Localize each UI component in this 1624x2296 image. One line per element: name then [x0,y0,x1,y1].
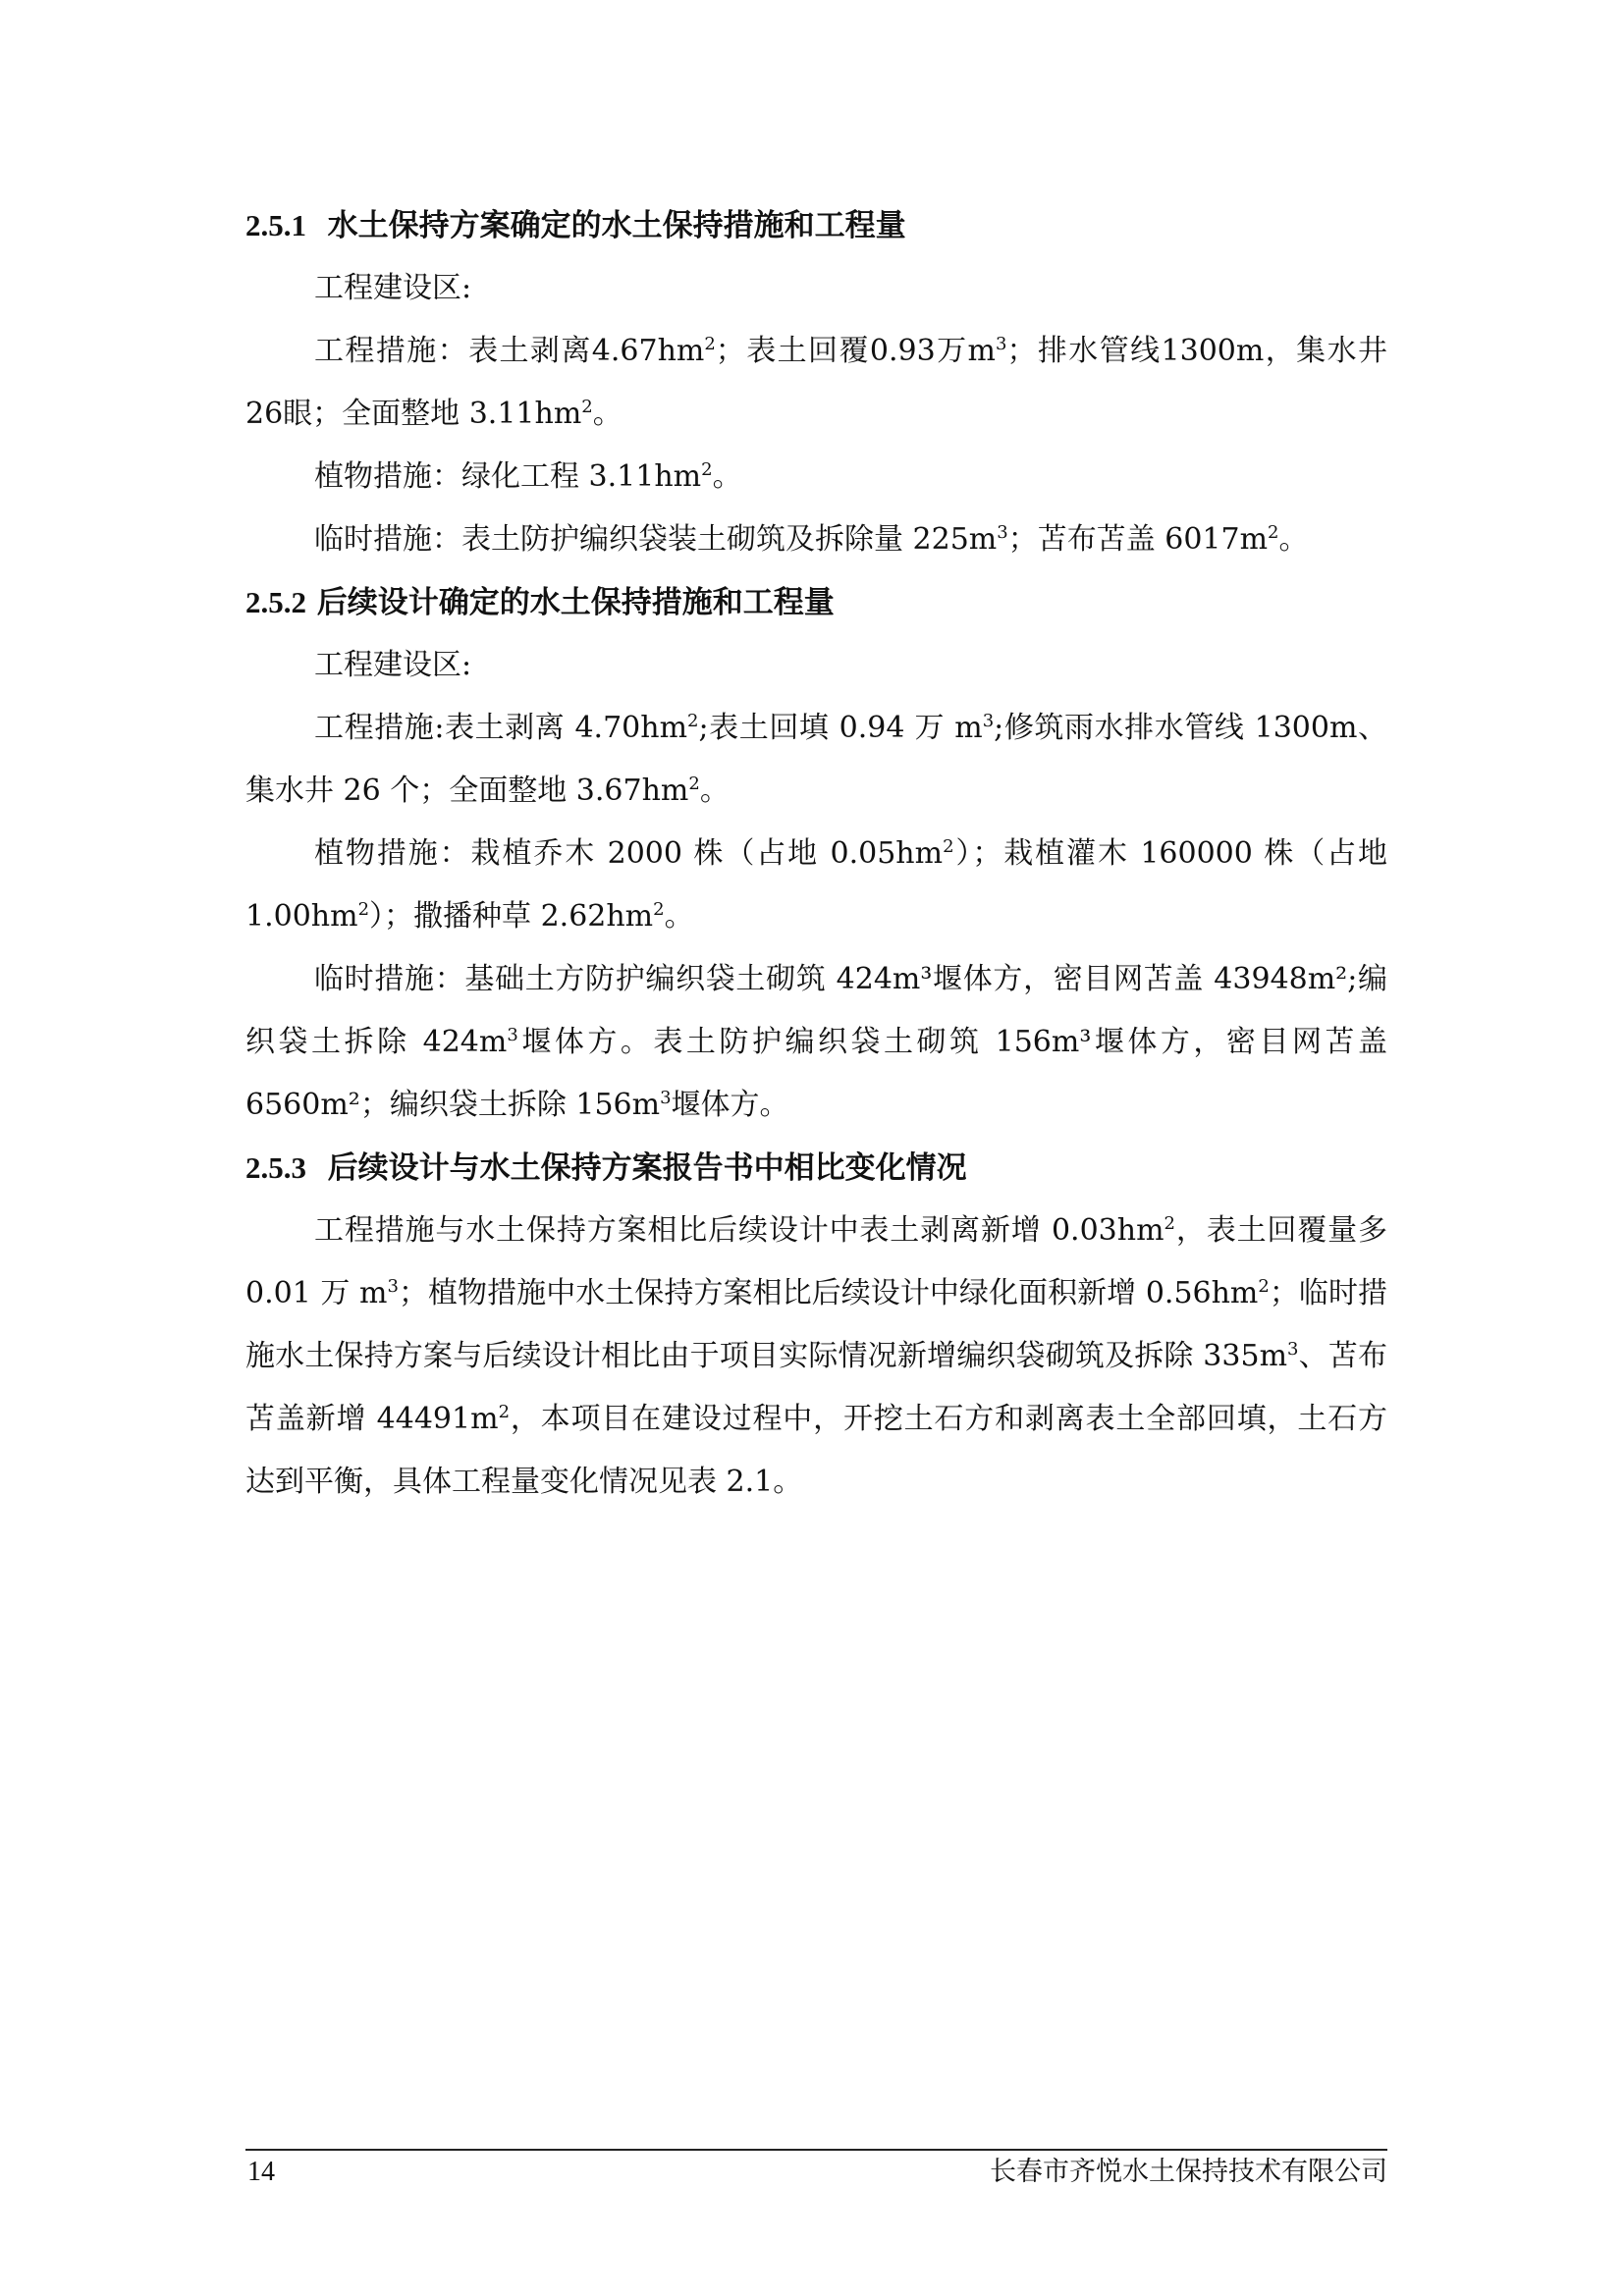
section-heading [245,194,1387,257]
engineering-measures: 工程措施：表土剥离$4.67hm^2$；表土回覆0.93万$m^3$；排水管线1300m，集水井26眼；全面整地 $3.11hm^2$。 [245,334,1388,431]
area-label: 工程建设区: [314,648,472,682]
temporary-measures: 临时措施：表土防护编织袋装土砌筑及拆除量 $225m^3$；苫布苫盖 $6017m^2$。 [314,522,1309,557]
section-title: 后续设计确定的水土保持措施和工程量 [316,585,835,620]
company-name: 长春市齐悦水土保持技术有限公司 [990,2157,1387,2187]
page-number: 14 [247,2157,275,2187]
plant-measures: 植物措施：绿化工程 $3.11hm^2$。 [314,459,742,494]
engineering-measures: 工程措施:表土剥离 $4.70hm^2$;表土回填 0.94 万 $m^3$;修筑雨水排水管线 1300m、集水井 26 个；全面整地 $3.67hm^2$。 [245,711,1387,808]
plant-measures: 植物措施：栽植乔木 2000 株（占地 $0.05hm^2$）；栽植灌木 160000 株（占地 $1.00hm^2$）；撒播种草 $2.62hm^2$。 [245,836,1388,934]
page-content [245,194,1387,1514]
section-heading [245,1137,1387,1200]
section-number: 2.5.3 [245,1150,306,1185]
area-label: 工程建设区: [314,271,472,305]
section-number: 2.5.2 [245,585,306,619]
section-title: 后续设计与水土保持方案报告书中相比变化情况 [327,1150,967,1186]
temporary-measures: 临时措施：基础土方防护编织袋土砌筑 424m³堰体方，密目网苫盖 43948m²;编织袋土拆除 $424m^3$堰体方。表土防护编织袋土砌筑 156m³堰体方，密目网苫盖 6560m²；编织袋土拆除 $156m^3$堰体方。 [245,962,1387,1122]
section-number: 2.5.1 [245,208,306,242]
section-heading [245,571,1387,634]
comparison-paragraph: 工程措施与水土保持方案相比后续设计中表土剥离新增 $0.03hm^2$，表土回覆量多 0.01 万 $m^3$；植物措施中水土保持方案相比后续设计中绿化面积新增 $0.56hm^2$；临时措施水土保持方案与后续设计相比由于项目实际情况新增编织袋砌筑及拆除 $335m^3$、苫布苫盖新增 $44491m^2$，本项目在建设过程中，开挖土石方和剥离表土全部回填，土石方达到平衡，具体工程量变化情况见表 2.1。 [245,1213,1388,1499]
footer-divider [245,2149,1387,2151]
section-title: 水土保持方案确定的水土保持措施和工程量 [327,208,906,243]
